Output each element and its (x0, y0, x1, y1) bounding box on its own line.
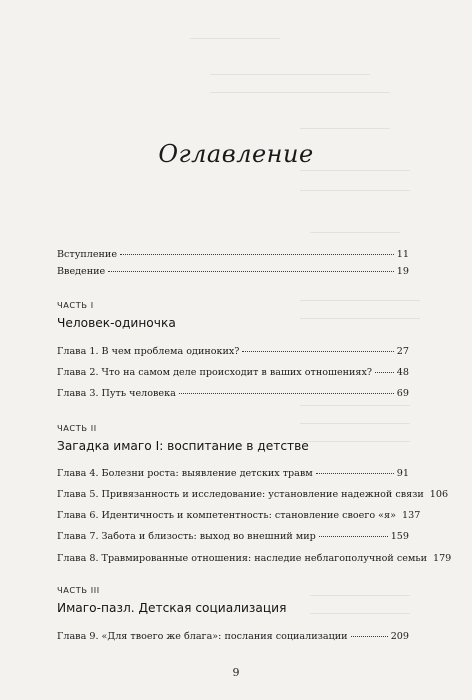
toc-entry-page: 179 (432, 553, 452, 564)
toc-entry-page: 69 (396, 388, 409, 399)
dot-leader (242, 351, 393, 352)
toc-entry[interactable] (57, 264, 409, 280)
part-title: Загадка имаго I: воспитание в детстве (57, 439, 309, 453)
part-title: Человек-одиночка (57, 316, 176, 330)
toc-entry-label: Глава 1. В чем проблема одиноких? (57, 346, 240, 357)
toc-entry[interactable] (57, 365, 409, 381)
toc-entry-label: Вступление (57, 249, 118, 260)
toc-entry[interactable] (57, 386, 409, 402)
page-title: Оглавление (158, 140, 314, 168)
toc-entry-page: 159 (390, 531, 409, 542)
toc-entry[interactable] (57, 629, 409, 645)
toc-entry-page: 27 (396, 346, 409, 357)
toc-entry-page: 106 (429, 489, 449, 500)
toc-entry-label: Глава 7. Забота и близость: выход во внешний мир (57, 531, 316, 542)
toc-entry-page: 137 (401, 510, 421, 521)
dot-leader (120, 254, 394, 255)
toc-entry-label: Глава 6. Идентичность и компетентность: становление своего «я» (57, 510, 396, 521)
page-number: 9 (232, 666, 240, 679)
toc-entry[interactable] (57, 344, 409, 360)
toc-entry[interactable] (57, 466, 409, 482)
toc-entry-page: 19 (396, 266, 409, 277)
toc-entry[interactable] (57, 529, 409, 545)
dot-leader (108, 271, 394, 272)
toc-entry-label: Глава 2. Что на самом деле происходит в ваших отношениях? (57, 367, 373, 378)
toc-entry-page: 48 (396, 367, 409, 378)
toc-entry-page: 209 (390, 631, 409, 642)
toc-entry-label: Глава 3. Путь человека (57, 388, 176, 399)
toc-entry-label: Глава 4. Болезни роста: выявление детских травм (57, 468, 313, 479)
part-label: ЧАСТЬ I (57, 300, 94, 310)
toc-entry[interactable] (57, 551, 452, 567)
toc-entry-label: Глава 9. «Для твоего же блага»: послания социализации (57, 631, 348, 642)
toc-entry[interactable] (57, 508, 421, 524)
part-title: Имаго-пазл. Детская социализация (57, 601, 287, 615)
dot-leader (316, 473, 394, 474)
part-label: ЧАСТЬ II (57, 423, 97, 433)
toc-entry[interactable] (57, 247, 409, 263)
toc-entry-label: Введение (57, 266, 106, 277)
dot-leader (179, 393, 394, 394)
toc-entry-label: Глава 8. Травмированные отношения: наследие неблагополучной семьи (57, 553, 427, 564)
toc-entry-label: Глава 5. Привязанность и исследование: установление надежной связи (57, 489, 424, 500)
toc-entry-page: 11 (396, 249, 409, 260)
dot-leader (375, 372, 394, 373)
toc-entry-page: 91 (396, 468, 409, 479)
dot-leader (351, 636, 388, 637)
part-label: ЧАСТЬ III (57, 585, 100, 595)
dot-leader (319, 536, 388, 537)
toc-entry[interactable] (57, 487, 449, 503)
